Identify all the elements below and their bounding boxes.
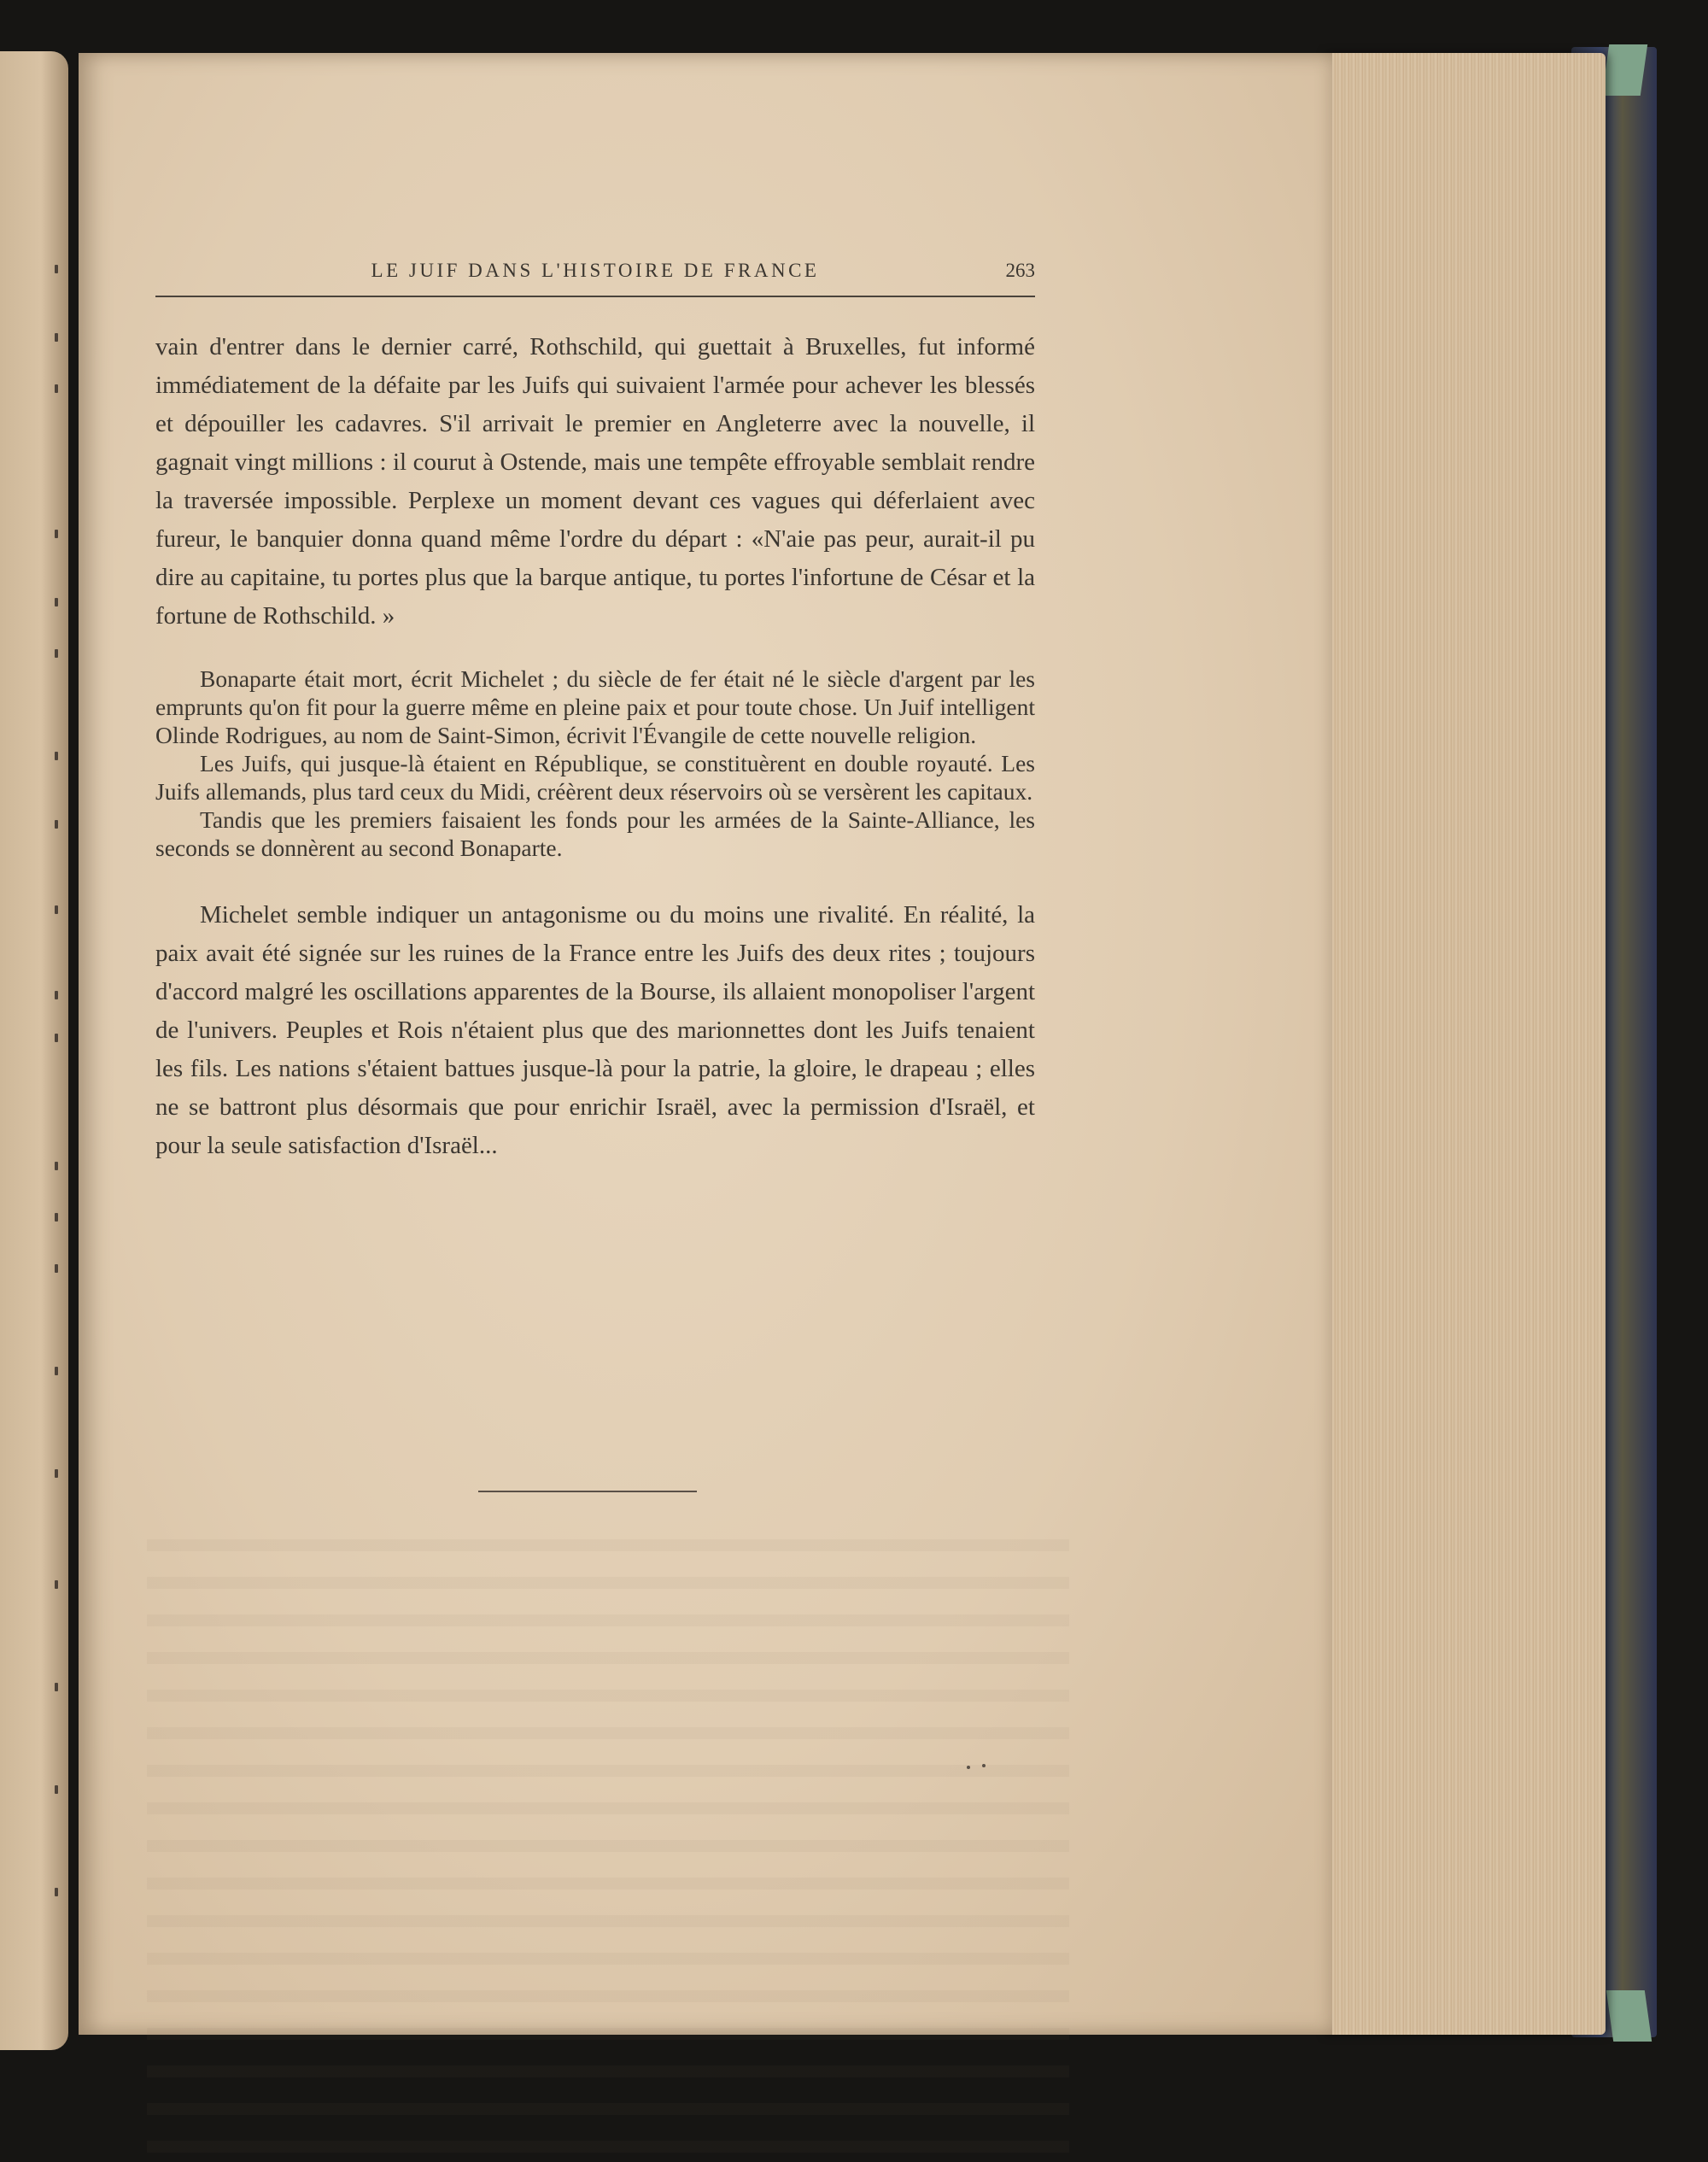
paragraph: vain d'entrer dans le dernier carré, Rothschild, qui guettait à Bruxelles, fut informé immédiatement de la défaite par les Juifs qui suivaient l'armée pour achever les blessés et dépouiller les cadavres. S'il arrivait le premier en Angleterre avec la nouvelle, il gagnait vingt millions : il courut à Ostende, mais une tempête effroyable semblait rendre la traversée impossible. Perplexe un moment devant ces vagues qui déferlaient avec fureur, le banquier donna quand même l'ordre du départ : «N'aie pas peur, aurait-il pu dire au capitaine, tu portes plus que la barque antique, tu portes l'infortune de César et la fortune de Rothschild. » bbox=[155, 333, 1035, 630]
show-through-text bbox=[147, 1539, 1069, 2154]
paragraph: Michelet semble indiquer un antagonisme ou du moins une rivalité. En réalité, la paix avait été signée sur les ruines de la France entre les Juifs des deux rites ; toujours d'accord malgré les oscillations apparentes de la Bourse, ils allaient monopoliser l'argent de l'univers. Peuples et Rois n'étaient plus que des marionnettes dont les Juifs tenaient les fils. Les nations s'étaient battues jusque-là pour la patrie, la gloire, le drapeau ; elles ne se battront plus désormais que pour enrichir Israël, avec la permission d'Israël, et pour la seule satisfaction d'Israël... bbox=[155, 901, 1035, 1159]
page-edges bbox=[1322, 53, 1606, 2035]
quote-paragraph: Tandis que les premiers faisaient les fonds pour les armées de la Sainte-Alliance, les seconds se donnèrent au second Bonaparte. bbox=[155, 806, 1035, 861]
block-quote bbox=[155, 665, 1035, 862]
quote-paragraph: Les Juifs, qui jusque-là étaient en République, se constituèrent en double royauté. Les Juifs allemands, plus tard ceux du Midi, créèrent deux réservoirs où se versèrent les capitaux. bbox=[155, 750, 1035, 805]
page-speck bbox=[967, 1766, 970, 1769]
page-content bbox=[155, 258, 1035, 1165]
running-head bbox=[155, 258, 1035, 297]
section-end-rule bbox=[478, 1491, 697, 1492]
running-title: LE JUIF DANS L'HISTOIRE DE FRANCE bbox=[371, 260, 820, 281]
facing-page-print-marks bbox=[0, 51, 68, 2050]
cover-corner-bottom bbox=[1606, 1990, 1652, 2042]
book-page bbox=[79, 53, 1332, 2035]
cover-corner-top bbox=[1602, 44, 1647, 96]
quote-paragraph: Bonaparte était mort, écrit Michelet ; du siècle de fer était né le siècle d'argent par les emprunts qu'on fit pour la guerre même en pleine paix et pour toute chose. Un Juif intelligent Olinde Rodrigues, au nom de Saint-Simon, écrivit l'Évangile de cette nouvelle religion. bbox=[155, 665, 1035, 748]
facing-page-edge bbox=[0, 51, 68, 2050]
body-text bbox=[155, 328, 1035, 1165]
page-speck bbox=[982, 1764, 986, 1767]
page-number: 263 bbox=[1005, 260, 1035, 281]
